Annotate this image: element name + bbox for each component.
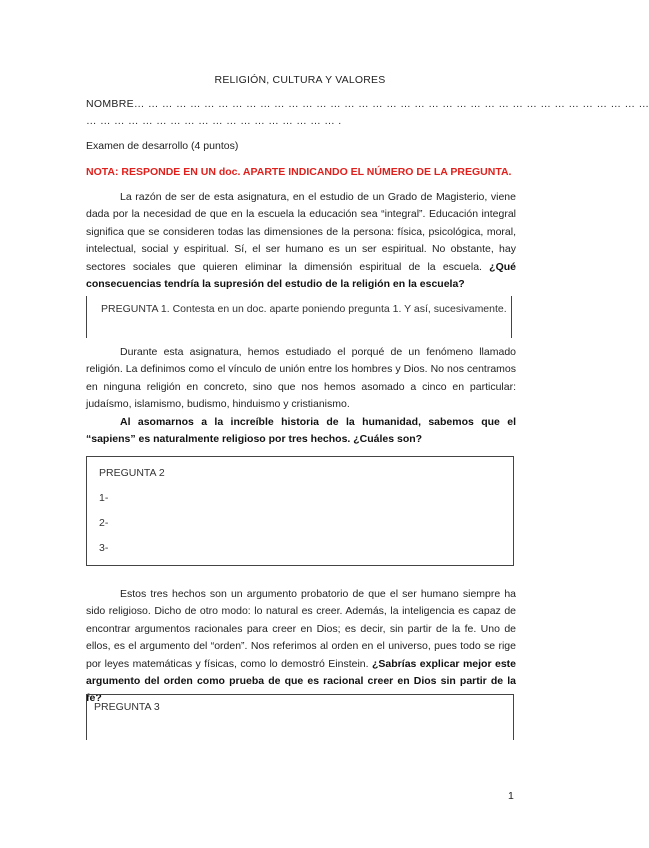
section-2-paragraph: [86, 344, 516, 414]
section-1-paragraph: [86, 189, 516, 293]
page-title: RELIGIÓN, CULTURA Y VALORES: [214, 74, 386, 86]
question-2-box: [86, 456, 514, 566]
question-3-label: PREGUNTA 3: [94, 701, 160, 713]
name-field-line-2: … … … … … … … … … … … … … … … … … … .: [86, 115, 342, 127]
question-2-item-3: 3-: [99, 542, 109, 554]
section-3-text: Estos tres hechos son un argumento probatorio de que el ser humano siempre ha sido religioso. Dicho de otro modo: lo natural es creer. Además, la inteligencia es capaz de encontrar argumentos racionales para creer en Dios; es decir, sin partir de la fe. Uno de ellos, es el argumento del “orden”. Nos referimos al orden en el universo, pues todo se rige por leyes matemáticas y físicas, como lo demostró Einstein.: [86, 588, 516, 670]
section-2-question: Al asomarnos a la increíble historia de la humanidad, sabemos que el “sapiens” es naturalmente religioso por tres hechos. ¿Cuáles son?: [86, 416, 516, 446]
section-3-paragraph: [86, 586, 516, 708]
question-1-box: [86, 296, 512, 338]
question-2-item-2: 2-: [99, 517, 109, 529]
section-2-text: Durante esta asignatura, hemos estudiado el porqué de un fenómeno llamado religión. La definimos como el vínculo de unión entre los hombres y Dios. No nos centramos en ninguna religión en concreto, sino que nos hemos asomado a cinco en particular: judaísmo, islamismo, budismo, hinduismo y cristianismo.: [86, 346, 516, 411]
question-2-item-1: 1-: [99, 492, 109, 504]
exam-type-label: Examen de desarrollo (4 puntos): [86, 140, 239, 152]
question-3-box: [86, 694, 514, 740]
question-1-label: PREGUNTA 1. Contesta en un doc. aparte poniendo pregunta 1. Y así, sucesivamente.: [101, 303, 507, 315]
page-number: 1: [508, 790, 514, 802]
section-1-question: ¿Qué consecuencias tendría la supresión del estudio de la religión en la escuela?: [86, 260, 516, 291]
section-3-question: ¿Sabrías explicar mejor este argumento del orden como prueba de que es racional creer en Dios sin partir de la fe?: [86, 657, 517, 705]
instruction-note: NOTA: RESPONDE EN UN doc. APARTE INDICANDO EL NÚMERO DE LA PREGUNTA.: [86, 166, 512, 178]
section-1-text: La razón de ser de esta asignatura, en el estudio de un Grado de Magisterio, viene dada por la necesidad de que en la escuela la educación sea “integral”. Educación integral significa que se consideren todas las dimensiones de la persona: física, psicológica, moral, intelectual, social y espiritual. Sí, el ser humano es un ser espiritual. No obstante, hay sectores sociales que quieren eliminar la dimensión espiritual de la escuela.: [86, 191, 516, 273]
name-field-line-1: NOMBRE… … … … … … … … … … … … … … … … … … … … … … … … … … … … … … … … … … … … …: [86, 98, 649, 110]
question-2-label: PREGUNTA 2: [99, 467, 165, 479]
section-2-question-paragraph: [86, 414, 516, 449]
